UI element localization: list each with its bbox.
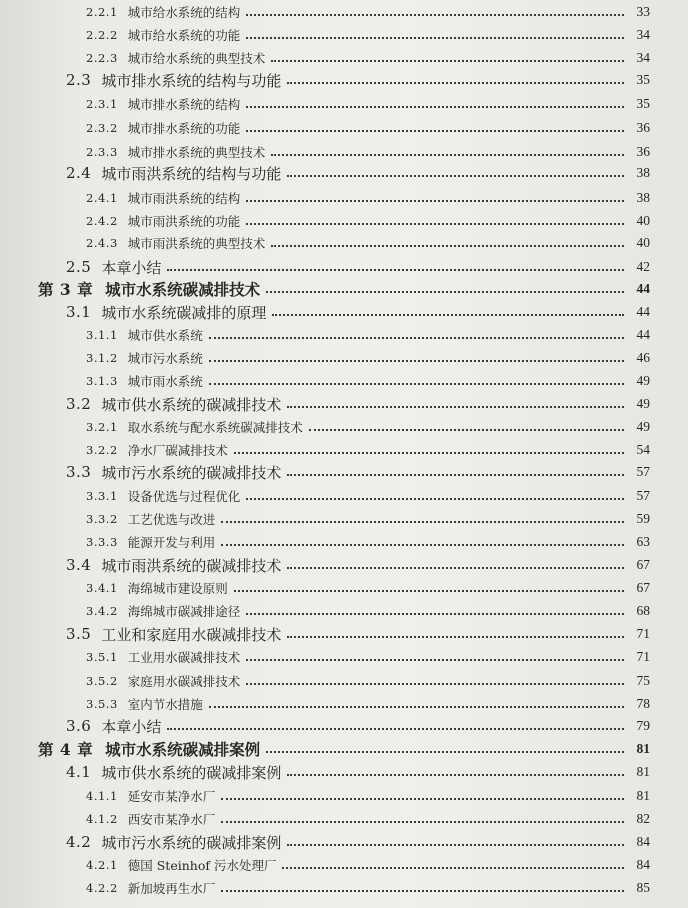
toc-entry-title: 本章小结: [101, 717, 162, 736]
dot-leader: [209, 337, 624, 339]
toc-entry-title: 城市供水系统的碳减排案例: [101, 763, 282, 782]
dot-leader: [246, 683, 624, 685]
toc-entry-title: 城市排水系统的结构: [127, 97, 241, 112]
toc-entry-page-number: 84: [636, 834, 650, 849]
dot-leader: [221, 821, 624, 823]
dot-leader: [221, 890, 624, 892]
toc-entry-page-number: 35: [636, 72, 650, 87]
toc-entry: [86, 854, 650, 876]
toc-entry-page-number: 46: [636, 350, 650, 365]
toc-entry-page-number: 68: [636, 603, 650, 618]
toc-entry: [86, 141, 650, 163]
dot-leader: [246, 223, 624, 225]
toc-entry-page-number: 71: [636, 626, 650, 641]
toc-entry-page-number: 71: [636, 649, 650, 664]
dot-leader: [287, 474, 624, 476]
toc-entry: [86, 531, 650, 553]
toc-entry-title: 本章小结: [101, 258, 162, 277]
toc-entry: [66, 162, 650, 184]
toc-entry: [86, 670, 650, 692]
dot-leader: [287, 567, 624, 569]
toc-entry: [86, 485, 650, 507]
toc-entry-page-number: 38: [636, 165, 650, 180]
toc-entry: [86, 877, 650, 899]
dot-leader: [246, 14, 624, 16]
dot-leader: [287, 636, 624, 638]
toc-entry: [86, 416, 650, 438]
toc-entry-page-number: 75: [636, 673, 650, 688]
toc-entry-page-number: 42: [636, 259, 650, 274]
toc-entry-page-number: 49: [636, 419, 650, 434]
toc-entry-number: 3.4.1: [86, 581, 118, 595]
toc-entry-page-number: 44: [636, 304, 650, 319]
toc-entry-number: 3.3: [66, 463, 92, 481]
toc-entry-page-number: 35: [636, 96, 650, 111]
toc-entry-number: 2.3.3: [86, 145, 118, 159]
toc-entry-number: 3.1.2: [86, 351, 118, 365]
dot-leader: [246, 130, 624, 132]
toc-entry: [86, 577, 650, 599]
toc-entry-page-number: 63: [636, 534, 650, 549]
toc-entry: [86, 370, 650, 392]
toc-entry-title: 家庭用水碳减排技术: [127, 674, 241, 689]
dot-leader: [221, 798, 624, 800]
toc-entry-title: 海绵城市碳减排途径: [127, 604, 241, 619]
toc-entry: [66, 761, 650, 783]
toc-entry: [86, 646, 650, 668]
dot-leader: [209, 706, 624, 708]
toc-entry-page-number: 57: [636, 464, 650, 479]
toc-entry-number: 3.3.3: [86, 535, 118, 549]
dot-leader: [209, 383, 624, 385]
dot-leader: [272, 314, 624, 316]
toc-entry-title: 取水系统与配水系统碳减排技术: [127, 420, 303, 435]
toc-entry-number: 2.2.3: [86, 51, 118, 65]
toc-entry-title: 延安市某净水厂: [127, 789, 216, 804]
toc-entry-number: 3.1.1: [86, 328, 118, 342]
toc-entry-title: 城市水系统碳减排的原理: [101, 303, 267, 322]
toc-entry: [66, 831, 650, 853]
dot-leader: [309, 429, 624, 431]
toc-entry-number: 3.2: [66, 395, 92, 413]
toc-entry-title: 城市雨洪系统的结构: [127, 191, 241, 206]
toc-entry-title: 城市排水系统的功能: [127, 121, 241, 136]
dot-leader: [266, 751, 624, 753]
toc-entry-title: 城市给水系统的结构: [127, 5, 241, 20]
toc-entry-page-number: 49: [636, 373, 650, 388]
toc-entry: [86, 600, 650, 622]
toc-entry-page-number: 57: [636, 488, 650, 503]
toc-entry-number: 2.2.1: [86, 5, 118, 19]
toc-entry-number: 3.4.2: [86, 604, 118, 618]
toc-entry-page-number: 36: [636, 144, 650, 159]
toc-entry-page-number: 67: [636, 557, 650, 572]
toc-entry-page-number: 79: [636, 718, 650, 733]
toc-entry: [66, 69, 650, 91]
toc-entry-title: 设备优选与过程优化: [127, 489, 241, 504]
toc-entry: [86, 24, 650, 46]
toc-entry-number: 4.2.2: [86, 881, 118, 895]
toc-entry-number: 3.4: [66, 556, 92, 574]
dot-leader: [287, 844, 624, 846]
toc-entry: [86, 508, 650, 530]
toc-entry-number: 2.4.3: [86, 236, 118, 250]
toc-entry-title: 工业和家庭用水碳减排技术: [101, 625, 282, 644]
toc-entry-title: 城市排水系统的结构与功能: [101, 71, 282, 90]
toc-entry-number: 2.4.1: [86, 191, 118, 205]
toc-entry: [86, 117, 650, 139]
toc-entry-page-number: 85: [636, 880, 650, 895]
toc-entry-page-number: 44: [636, 281, 650, 296]
toc-entry-number: 4.1: [66, 763, 92, 781]
toc-entry-page-number: 54: [636, 442, 650, 457]
toc-entry: [66, 256, 650, 278]
toc-entry-page-number: 81: [636, 741, 650, 756]
dot-leader: [246, 37, 624, 39]
dot-leader: [271, 154, 624, 156]
dot-leader: [209, 360, 624, 362]
toc-entry-number: 2.5: [66, 258, 92, 276]
toc-entry-page-number: 49: [636, 396, 650, 411]
toc-entry-title: 城市雨水系统: [127, 374, 203, 389]
dot-leader: [266, 291, 624, 293]
toc-entry-page-number: 81: [636, 764, 650, 779]
toc-entry-title: 西安市某净水厂: [127, 812, 216, 827]
toc-entry: [38, 278, 650, 300]
toc-entry-page-number: 82: [636, 811, 650, 826]
toc-entry-number: 3.5.2: [86, 674, 118, 688]
toc-entry-number: 3.3.2: [86, 512, 118, 526]
toc-entry: [38, 738, 650, 760]
toc-entry-number: 3.2.2: [86, 443, 118, 457]
toc-entry-number: 3.2.1: [86, 420, 118, 434]
toc-entry-title: 城市排水系统的典型技术: [127, 145, 266, 160]
toc-entry-number: 3.1.3: [86, 374, 118, 388]
toc-entry: [86, 347, 650, 369]
toc-entry-title: 城市污水系统的碳减排技术: [101, 463, 282, 482]
toc-entry-title: 海绵城市建设原则: [127, 581, 228, 596]
toc-entry-title: 工业用水碳减排技术: [127, 650, 241, 665]
toc-entry-title: 城市雨洪系统的功能: [127, 214, 241, 229]
dot-leader: [221, 521, 624, 523]
dot-leader: [246, 200, 624, 202]
toc-entry-title: 城市给水系统的典型技术: [127, 51, 266, 66]
toc-entry-page-number: 34: [636, 50, 650, 65]
toc-entry: [86, 808, 650, 830]
toc-entry: [86, 232, 650, 254]
toc-entry-page-number: 78: [636, 696, 650, 711]
toc-entry-number: 2.2.2: [86, 28, 118, 42]
toc-entry-number: 第 4 章: [38, 740, 94, 759]
toc-entry-number: 3.3.1: [86, 489, 118, 503]
toc-entry-number: 2.4: [66, 164, 92, 182]
toc-entry-page-number: 81: [636, 788, 650, 803]
dot-leader: [282, 867, 624, 869]
toc-entry-number: 2.3: [66, 71, 92, 89]
toc-entry-page-number: 67: [636, 580, 650, 595]
toc-entry-page-number: 44: [636, 327, 650, 342]
toc-entry-page-number: 34: [636, 27, 650, 42]
dot-leader: [234, 452, 624, 454]
dot-leader: [271, 245, 624, 247]
dot-leader: [287, 774, 624, 776]
toc-entry-title: 室内节水措施: [127, 697, 203, 712]
dot-leader: [167, 728, 624, 730]
toc-entry-title: 城市供水系统的碳减排技术: [101, 395, 282, 414]
dot-leader: [287, 82, 624, 84]
toc-entry: [86, 785, 650, 807]
dot-leader: [287, 406, 624, 408]
toc-entry-number: 3.5.1: [86, 650, 118, 664]
toc-entry-title: 城市水系统碳减排技术: [105, 280, 261, 299]
toc-entry-number: 4.2: [66, 833, 92, 851]
toc-entry-title: 城市雨洪系统的碳减排技术: [101, 556, 282, 575]
toc-entry-title: 工艺优选与改进: [127, 512, 216, 527]
toc-entry: [86, 210, 650, 232]
toc-entry-number: 4.2.1: [86, 858, 118, 872]
toc-entry-number: 2.3.2: [86, 121, 118, 135]
dot-leader: [246, 106, 624, 108]
toc-entry-title: 城市污水系统的碳减排案例: [101, 833, 282, 852]
toc-entry: [66, 301, 650, 323]
toc-entry-title: 净水厂碳减排技术: [127, 443, 228, 458]
toc-entry: [66, 461, 650, 483]
toc-entry-page-number: 84: [636, 857, 650, 872]
toc-entry: [66, 715, 650, 737]
toc-entry-number: 第 3 章: [38, 280, 94, 299]
toc-entry: [86, 693, 650, 715]
toc-entry-page-number: 33: [636, 4, 650, 19]
toc-entry-number: 3.5: [66, 625, 92, 643]
toc-entry: [86, 47, 650, 69]
toc-entry-number: 2.4.2: [86, 214, 118, 228]
toc-entry-number: 3.6: [66, 717, 92, 735]
toc-entry-number: 3.1: [66, 303, 92, 321]
dot-leader: [287, 175, 624, 177]
dot-leader: [246, 498, 624, 500]
toc-entry-title: 能源开发与利用: [127, 535, 216, 550]
toc-entry: [66, 554, 650, 576]
dot-leader: [246, 613, 624, 615]
toc-entry-title: 城市污水系统: [127, 351, 203, 366]
toc-entry-title: 新加坡再生水厂: [127, 881, 216, 896]
toc-entry-number: 3.5.3: [86, 697, 118, 711]
toc-entry-title: 城市供水系统: [127, 328, 203, 343]
dot-leader: [221, 544, 624, 546]
toc-entry-title: 城市给水系统的功能: [127, 28, 241, 43]
dot-leader: [271, 60, 624, 62]
toc-entry-number: 2.3.1: [86, 97, 118, 111]
toc-entry: [86, 1, 650, 23]
toc-entry-page-number: 40: [636, 213, 650, 228]
dot-leader: [234, 590, 624, 592]
toc-entry-title: 城市水系统碳减排案例: [105, 740, 261, 759]
toc-entry: [86, 93, 650, 115]
toc-entry-page-number: 59: [636, 511, 650, 526]
toc-entry: [66, 623, 650, 645]
toc-entry: [86, 187, 650, 209]
toc-entry-number: 4.1.1: [86, 789, 118, 803]
toc-entry-page-number: 38: [636, 190, 650, 205]
toc-entry-number: 4.1.2: [86, 812, 118, 826]
toc-entry: [86, 324, 650, 346]
toc-entry: [66, 393, 650, 415]
toc-entry-title: 德国 Steinhof 污水处理厂: [127, 858, 277, 873]
toc-entry-page-number: 40: [636, 235, 650, 250]
dot-leader: [167, 269, 624, 271]
toc-entry-page-number: 36: [636, 120, 650, 135]
toc-entry-title: 城市雨洪系统的结构与功能: [101, 164, 282, 183]
toc-entry-title: 城市雨洪系统的典型技术: [127, 236, 266, 251]
dot-leader: [246, 659, 624, 661]
toc-entry: [86, 439, 650, 461]
